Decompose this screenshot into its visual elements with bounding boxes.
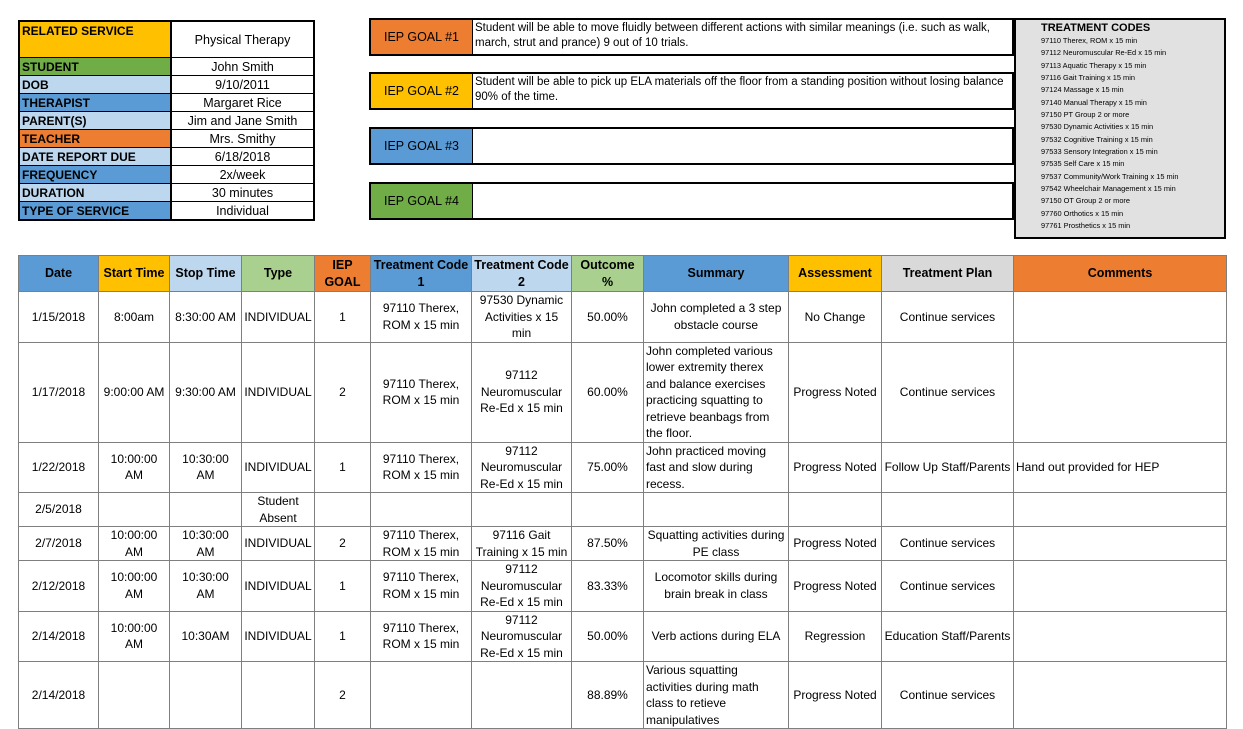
column-header: Stop Time — [170, 256, 242, 292]
table-cell: 83.33% — [572, 561, 644, 612]
table-cell: 50.00% — [572, 292, 644, 343]
table-cell: 10:00:00 AM — [99, 611, 170, 662]
info-label: RELATED SERVICE — [20, 22, 172, 57]
info-row — [20, 129, 313, 147]
info-value: Mrs. Smithy — [209, 131, 276, 146]
table-cell: 97110 Therex, ROM x 15 min — [371, 342, 472, 442]
table-cell: 2 — [315, 342, 371, 442]
table-cell: INDIVIDUAL — [242, 561, 315, 612]
iep-goal-2 — [369, 72, 1014, 110]
student-info-table — [18, 20, 315, 221]
table-cell: 2/12/2018 — [19, 561, 99, 612]
table-cell — [1014, 611, 1227, 662]
table-cell: Continue services — [882, 342, 1014, 442]
info-value: 9/10/2011 — [215, 77, 270, 92]
table-cell: 97112 Neuromuscular Re-Ed x 15 min — [472, 342, 572, 442]
info-row — [20, 22, 313, 57]
table-cell: 1 — [315, 292, 371, 343]
treatment-code-item: 97124 Massage x 15 min — [1041, 85, 1124, 95]
table-cell — [99, 493, 170, 527]
table-cell: 97110 Therex, ROM x 15 min — [371, 611, 472, 662]
iep-goal-label: IEP GOAL #1 — [371, 20, 473, 54]
treatment-code-item: 97110 Therex, ROM x 15 min — [1041, 36, 1138, 45]
table-cell: John practiced moving fast and slow during recess. — [644, 442, 789, 493]
info-value: 30 minutes — [211, 185, 274, 200]
table-cell: Follow Up Staff/Parents — [882, 442, 1014, 493]
table-cell: 97112 Neuromuscular Re-Ed x 15 min — [472, 561, 572, 612]
table-cell — [1014, 493, 1227, 527]
table-row — [19, 611, 1227, 662]
table-cell — [789, 493, 882, 527]
table-row — [19, 527, 1227, 561]
table-cell: 97112 Neuromuscular Re-Ed x 15 min — [472, 611, 572, 662]
table-cell: 50.00% — [572, 611, 644, 662]
column-header: Outcome % — [572, 256, 644, 292]
treatment-code-item: 97542 Wheelchair Management x 15 min — [1041, 184, 1176, 194]
iep-goal-text: Student will be able to move fluidly between different actions with similar meanings (i.e. such as walk, march, strut and prance) 9 out of 10 trials. — [475, 22, 990, 49]
table-cell — [99, 662, 170, 729]
column-header: Summary — [644, 256, 789, 292]
table-cell — [170, 662, 242, 729]
table-cell: INDIVIDUAL — [242, 292, 315, 343]
table-cell: 2 — [315, 527, 371, 561]
treatment-code-item: 97761 Prosthetics x 15 min — [1041, 221, 1131, 231]
table-cell: 10:30:00 AM — [170, 442, 242, 493]
table-cell: 9:30:00 AM — [170, 342, 242, 442]
table-row — [19, 561, 1227, 612]
table-cell: 10:00:00 AM — [99, 442, 170, 493]
table-row — [19, 342, 1227, 442]
table-cell: 87.50% — [572, 527, 644, 561]
column-header: Type — [242, 256, 315, 292]
column-header: Treatment Plan — [882, 256, 1014, 292]
treatment-code-item: 97112 Neuromuscular Re-Ed x 15 min — [1041, 48, 1167, 58]
table-cell: 10:30:00 AM — [170, 561, 242, 612]
table-cell: 2 — [315, 662, 371, 729]
table-cell: Progress Noted — [789, 342, 882, 442]
info-label: DURATION — [20, 184, 172, 201]
treatment-code-item: 97140 Manual Therapy x 15 min — [1041, 97, 1147, 107]
table-cell: Verb actions during ELA — [644, 611, 789, 662]
info-label: THERAPIST — [20, 94, 172, 111]
treatment-code-item: 97530 Dynamic Activities x 15 min — [1041, 122, 1154, 132]
column-header: Treatment Code 1 — [371, 256, 472, 292]
info-value: Individual — [216, 203, 269, 218]
table-cell — [371, 493, 472, 527]
table-cell: No Change — [789, 292, 882, 343]
info-label: DOB — [20, 76, 172, 93]
info-row — [20, 183, 313, 201]
table-cell: INDIVIDUAL — [242, 442, 315, 493]
info-row — [20, 201, 313, 219]
treatment-codes-list — [1041, 35, 1224, 233]
info-value: Margaret Rice — [203, 95, 282, 110]
column-header: Start Time — [99, 256, 170, 292]
table-cell: John completed a 3 step obstacle course — [644, 292, 789, 343]
table-cell: 97110 Therex, ROM x 15 min — [371, 561, 472, 612]
table-cell: Locomotor skills during brain break in class — [644, 561, 789, 612]
table-cell: Progress Noted — [789, 442, 882, 493]
table-cell: 88.89% — [572, 662, 644, 729]
table-cell: 2/7/2018 — [19, 527, 99, 561]
table-cell: 97110 Therex, ROM x 15 min — [371, 442, 472, 493]
table-cell: Continue services — [882, 662, 1014, 729]
table-cell — [644, 493, 789, 527]
table-cell: Student Absent — [242, 493, 315, 527]
table-row — [19, 292, 1227, 343]
table-cell: 10:00:00 AM — [99, 561, 170, 612]
table-row — [19, 662, 1227, 729]
table-cell: Regression — [789, 611, 882, 662]
table-cell — [315, 493, 371, 527]
table-cell: John completed various lower extremity therex and balance exercises practicing squatting to retrieve beanbags from the floor. — [644, 342, 789, 442]
table-cell — [1014, 527, 1227, 561]
info-row — [20, 57, 313, 75]
treatment-code-item: 97532 Cognitive Training x 15 min — [1041, 134, 1153, 144]
table-cell: Continue services — [882, 527, 1014, 561]
table-cell: Various squatting activities during math class to retieve manipulatives — [644, 662, 789, 729]
table-cell: 97116 Gait Training x 15 min — [472, 527, 572, 561]
table-cell: 9:00:00 AM — [99, 342, 170, 442]
table-cell: 1 — [315, 442, 371, 493]
column-header: Date — [19, 256, 99, 292]
table-cell: 2/5/2018 — [19, 493, 99, 527]
table-cell: INDIVIDUAL — [242, 527, 315, 561]
table-cell: 1/17/2018 — [19, 342, 99, 442]
table-cell: INDIVIDUAL — [242, 611, 315, 662]
table-cell: Hand out provided for HEP — [1014, 442, 1227, 493]
treatment-codes-title: TREATMENT CODES — [1041, 22, 1151, 34]
table-cell: 10:00:00 AM — [99, 527, 170, 561]
iep-goal-label: IEP GOAL #4 — [371, 184, 473, 218]
info-label: FREQUENCY — [20, 166, 172, 183]
column-header: Assessment — [789, 256, 882, 292]
info-label: TEACHER — [20, 130, 172, 147]
table-row — [19, 442, 1227, 493]
table-cell: 8:00am — [99, 292, 170, 343]
table-cell — [242, 662, 315, 729]
info-label: PARENT(S) — [20, 112, 172, 129]
iep-goal-label: IEP GOAL #3 — [371, 129, 473, 163]
table-cell — [882, 493, 1014, 527]
info-value: Jim and Jane Smith — [187, 113, 298, 128]
table-cell — [1014, 561, 1227, 612]
table-cell: Progress Noted — [789, 561, 882, 612]
table-cell — [1014, 662, 1227, 729]
info-row — [20, 147, 313, 165]
treatment-code-item: 97150 OT Group 2 or more — [1041, 196, 1131, 206]
table-cell: 1 — [315, 611, 371, 662]
table-cell — [170, 493, 242, 527]
iep-goal-1 — [369, 18, 1014, 56]
treatment-code-item: 97533 Sensory Integration x 15 min — [1041, 147, 1158, 157]
iep-goal-3 — [369, 127, 1014, 165]
iep-goal-text: Student will be able to pick up ELA materials off the floor from a standing position without losing balance 90% of the time. — [475, 76, 1004, 103]
table-cell — [371, 662, 472, 729]
info-label: TYPE OF SERVICE — [20, 202, 172, 219]
table-cell: 60.00% — [572, 342, 644, 442]
treatment-code-item: 97116 Gait Training x 15 min — [1041, 73, 1135, 83]
info-row — [20, 75, 313, 93]
table-row — [19, 493, 1227, 527]
table-cell: Continue services — [882, 561, 1014, 612]
info-value: 2x/week — [219, 167, 266, 182]
table-cell: 1/15/2018 — [19, 292, 99, 343]
table-cell: Education Staff/Parents — [882, 611, 1014, 662]
column-header: Comments — [1014, 256, 1227, 292]
table-cell — [472, 662, 572, 729]
table-cell: 97112 Neuromuscular Re-Ed x 15 min — [472, 442, 572, 493]
table-cell: 10:30:00 AM — [170, 527, 242, 561]
treatment-code-item: 97150 PT Group 2 or more — [1041, 110, 1130, 120]
column-header: Treatment Code 2 — [472, 256, 572, 292]
iep-goal-label: IEP GOAL #2 — [371, 74, 473, 108]
table-cell: 2/14/2018 — [19, 662, 99, 729]
info-row — [20, 111, 313, 129]
table-cell: INDIVIDUAL — [242, 342, 315, 442]
table-cell — [1014, 342, 1227, 442]
table-cell: Progress Noted — [789, 527, 882, 561]
table-cell: 10:30AM — [170, 611, 242, 662]
info-label: STUDENT — [20, 58, 172, 75]
table-cell: 8:30:00 AM — [170, 292, 242, 343]
table-cell — [472, 493, 572, 527]
treatment-code-item: 97113 Aquatic Therapy x 15 min — [1041, 60, 1147, 70]
table-cell: Progress Noted — [789, 662, 882, 729]
info-label: DATE REPORT DUE — [20, 148, 172, 165]
table-cell: Continue services — [882, 292, 1014, 343]
table-cell: 1 — [315, 561, 371, 612]
table-cell: Squatting activities during PE class — [644, 527, 789, 561]
table-cell — [572, 493, 644, 527]
iep-goal-text — [473, 184, 1012, 218]
table-cell: 1/22/2018 — [19, 442, 99, 493]
table-cell: 97110 Therex, ROM x 15 min — [371, 527, 472, 561]
table-cell: 75.00% — [572, 442, 644, 493]
info-row — [20, 93, 313, 111]
info-value: 6/18/2018 — [214, 149, 271, 164]
iep-goal-4 — [369, 182, 1014, 220]
info-value: John Smith — [211, 59, 274, 74]
info-value: Physical Therapy — [194, 32, 291, 47]
treatment-code-item: 97760 Orthotics x 15 min — [1041, 208, 1124, 218]
treatment-code-item: 97535 Self Care x 15 min — [1041, 159, 1125, 169]
treatment-codes-box — [1014, 18, 1226, 239]
column-header: IEP GOAL — [315, 256, 371, 292]
table-cell: 97110 Therex, ROM x 15 min — [371, 292, 472, 343]
table-cell — [1014, 292, 1227, 343]
iep-goal-text — [473, 129, 1012, 163]
table-cell: 2/14/2018 — [19, 611, 99, 662]
treatment-code-item: 97537 Community/Work Training x 15 min — [1041, 171, 1179, 181]
session-log-table — [18, 255, 1227, 729]
info-row — [20, 165, 313, 183]
table-cell: 97530 Dynamic Activities x 15 min — [472, 292, 572, 343]
